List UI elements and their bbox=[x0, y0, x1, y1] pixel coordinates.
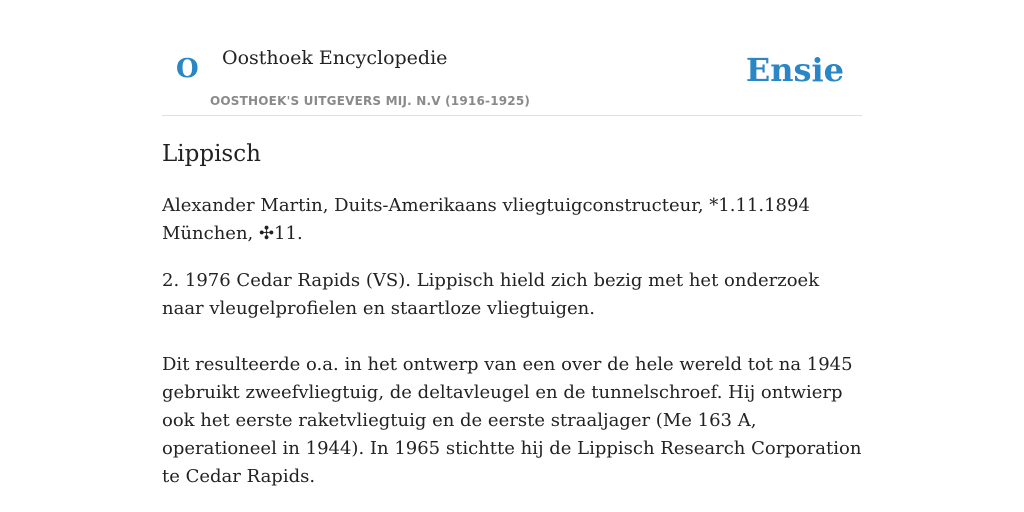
site-subtitle: OOSTHOEK'S UITGEVERS MIJ. N.V (1916-1925) bbox=[210, 94, 531, 108]
brand-logo[interactable]: Ensie bbox=[745, 51, 844, 89]
article-paragraph: Alexander Martin, Duits-Amerikaans vliegtuigconstructeur, *1.11.1894 München, ✣11. bbox=[162, 195, 810, 244]
page-container bbox=[162, 0, 862, 487]
article-paragraph: 2. 1976 Cedar Rapids (VS). Lippisch hield zich bezig met het onderzoek naar vleugelprofielen en staartloze vliegtuigen. bbox=[162, 270, 820, 319]
article-paragraph: Dit resulteerde o.a. in het ontwerp van een over de hele wereld tot na 1945 gebruikt zweefvliegtuig, de deltavleugel en de tunnelschroef. Hij ontwierp ook het eerste raketvliegtuig en de eerste straaljager (Me 163 A, operationeel in 1944). In 1965 stichtte hij de Lippisch Research Corporation te Cedar Rapids. bbox=[162, 354, 862, 487]
site-title[interactable]: Oosthoek Encyclopedie bbox=[222, 47, 448, 69]
site-logo[interactable]: O bbox=[176, 54, 199, 84]
article-title: Lippisch bbox=[162, 141, 261, 167]
site-header bbox=[162, 0, 862, 116]
